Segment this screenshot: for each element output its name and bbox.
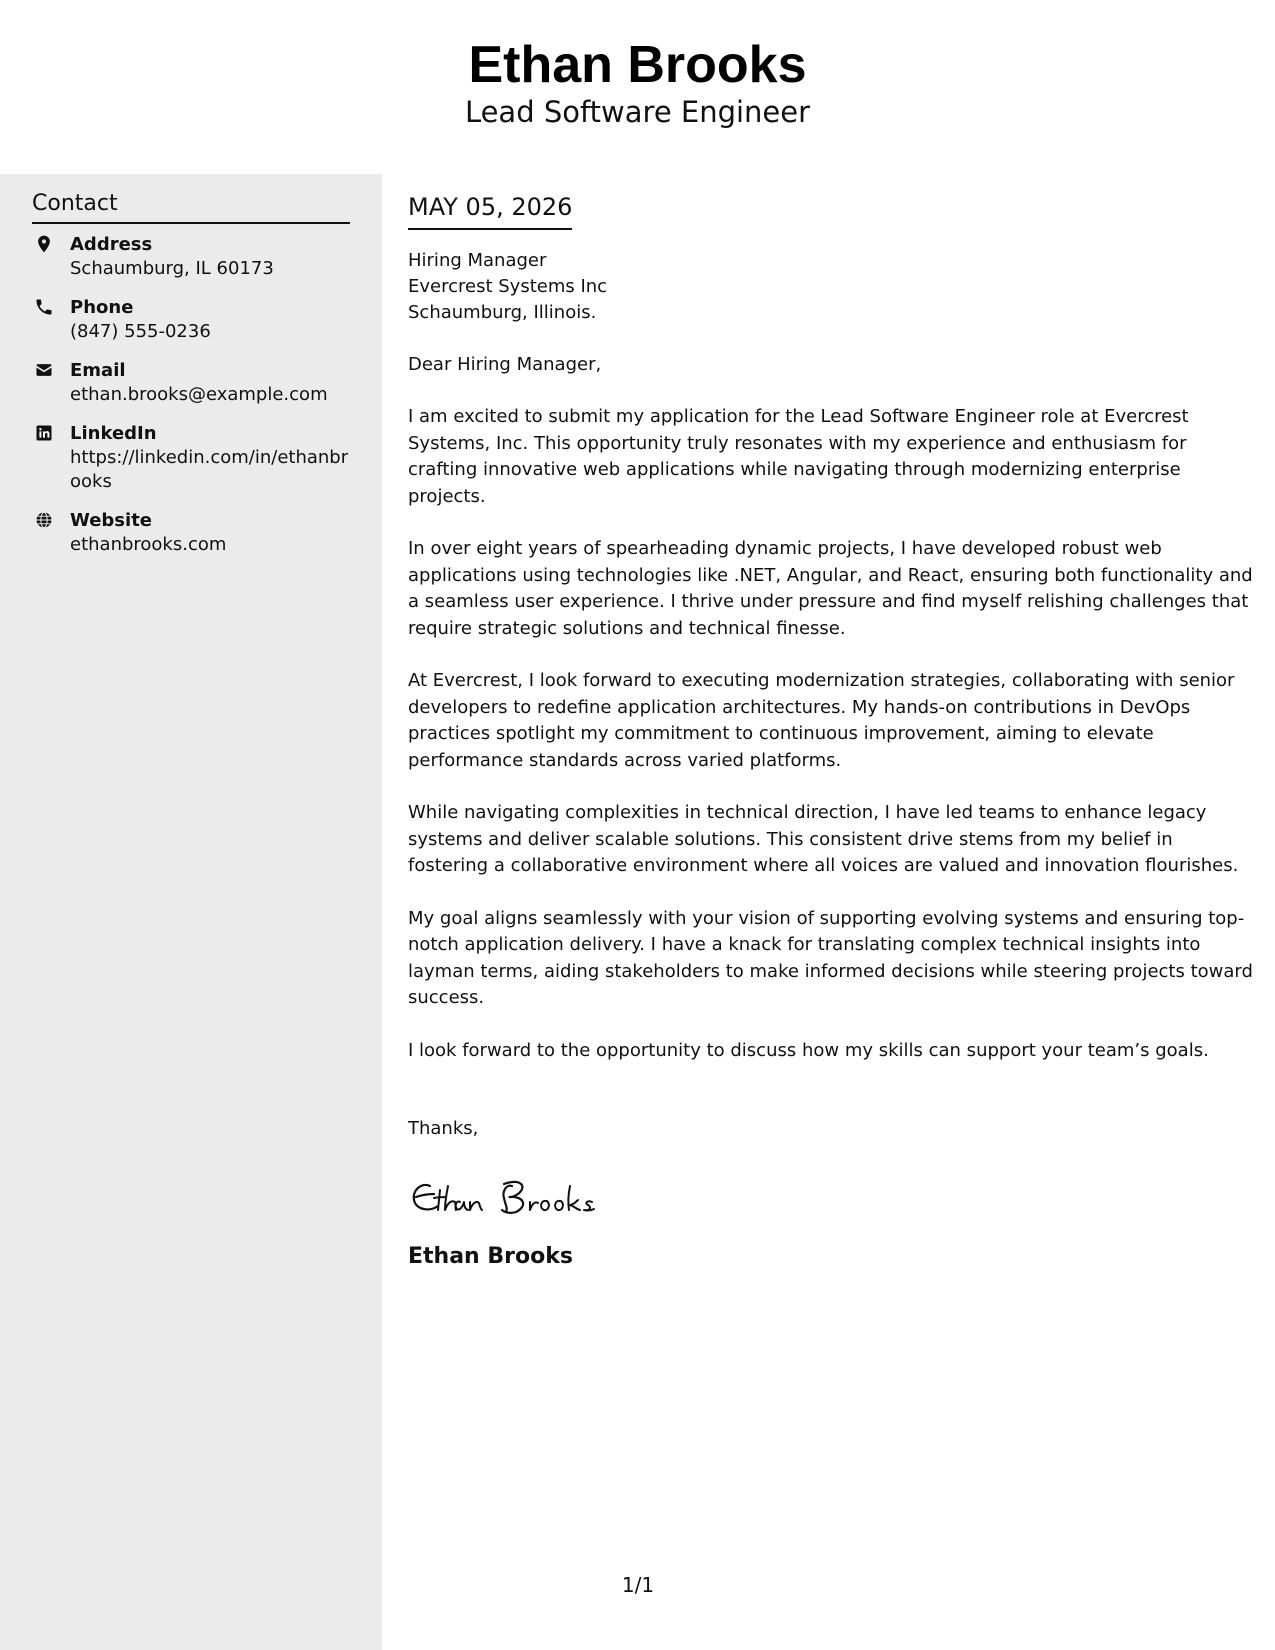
paragraph: At Evercrest, I look forward to executing modernization strategies, collaborating with senior developers to redefine application architectures. My hands-on contributions in DevOps practices spotlight my commitment to continuous improvement, aiming to elevate performance standards across varied platforms.	[408, 670, 1235, 771]
letter-body	[408, 174, 1258, 1272]
recipient-block	[408, 248, 1258, 326]
signed-name: Ethan Brooks	[408, 1244, 573, 1269]
contact-item-linkedin	[32, 421, 352, 494]
contact-value-email: ethan.brooks@example.com	[70, 384, 328, 405]
paragraph: While navigating complexities in technical direction, I have led teams to enhance legacy systems and deliver scalable solutions. This consistent drive stems from my belief in fostering a collaborative environment where all voices are valued and innovation flourishes.	[408, 802, 1239, 876]
globe-icon	[34, 510, 54, 530]
recipient-line: Schaumburg, Illinois.	[408, 302, 597, 323]
letter-date: MAY 05, 2026	[408, 190, 572, 230]
recipient-line: Hiring Manager	[408, 250, 547, 271]
recipient-line: Evercrest Systems Inc	[408, 276, 608, 297]
linkedin-icon	[34, 423, 54, 443]
contact-sidebar	[0, 174, 382, 1650]
applicant-title: Lead Software Engineer	[464, 95, 811, 129]
contact-label-linkedin: LinkedIn	[70, 423, 157, 444]
contact-value-website[interactable]: ethanbrooks.com	[70, 534, 227, 555]
contact-item-address	[32, 232, 352, 281]
contact-value-phone: (847) 555-0236	[70, 321, 211, 342]
signature	[408, 1172, 618, 1222]
contact-label-phone: Phone	[70, 297, 134, 318]
applicant-name: Ethan Brooks	[468, 36, 807, 94]
map-pin-icon	[34, 234, 54, 254]
signature-graphic	[408, 1172, 618, 1222]
phone-icon	[34, 297, 54, 317]
page-number: 1/1	[621, 1573, 655, 1597]
contact-label-email: Email	[70, 360, 126, 381]
greeting: Dear Hiring Manager,	[408, 354, 602, 375]
paragraph: In over eight years of spearheading dynamic projects, I have developed robust web applications using technologies like .NET, Angular, and React, ensuring both functionality and a seamless user experience. I thrive under pressure and find myself relishing challenges that require strategic solutions and technical finesse.	[408, 538, 1253, 639]
contact-item-phone	[32, 295, 352, 344]
paragraph: I look forward to the opportunity to discuss how my skills can support your team’s goals.	[408, 1039, 1209, 1061]
paragraph: My goal aligns seamlessly with your vision of supporting evolving systems and ensuring top-notch application delivery. I have a knack for translating complex technical insights into layman terms, aiding stakeholders to make informed decisions while steering projects toward success.	[408, 907, 1253, 1008]
closing: Thanks,	[408, 1118, 479, 1139]
contact-list	[32, 232, 352, 571]
contact-value-linkedin[interactable]: https://linkedin.com/in/ethanbrooks	[70, 447, 349, 492]
contact-item-email	[32, 358, 352, 407]
contact-value-address: Schaumburg, IL 60173	[70, 258, 274, 279]
paragraph: I am excited to submit my application for the Lead Software Engineer role at Evercrest Systems, Inc. This opportunity truly resonates with my experience and enthusiasm for crafting innovative web applications while navigating through modernizing enterprise projects.	[408, 406, 1189, 507]
envelope-icon	[34, 360, 54, 380]
contact-label-website: Website	[70, 510, 153, 531]
contact-heading: Contact	[32, 188, 350, 224]
letter-header	[0, 0, 1275, 174]
contact-label-address: Address	[70, 234, 153, 255]
contact-item-website	[32, 508, 352, 557]
